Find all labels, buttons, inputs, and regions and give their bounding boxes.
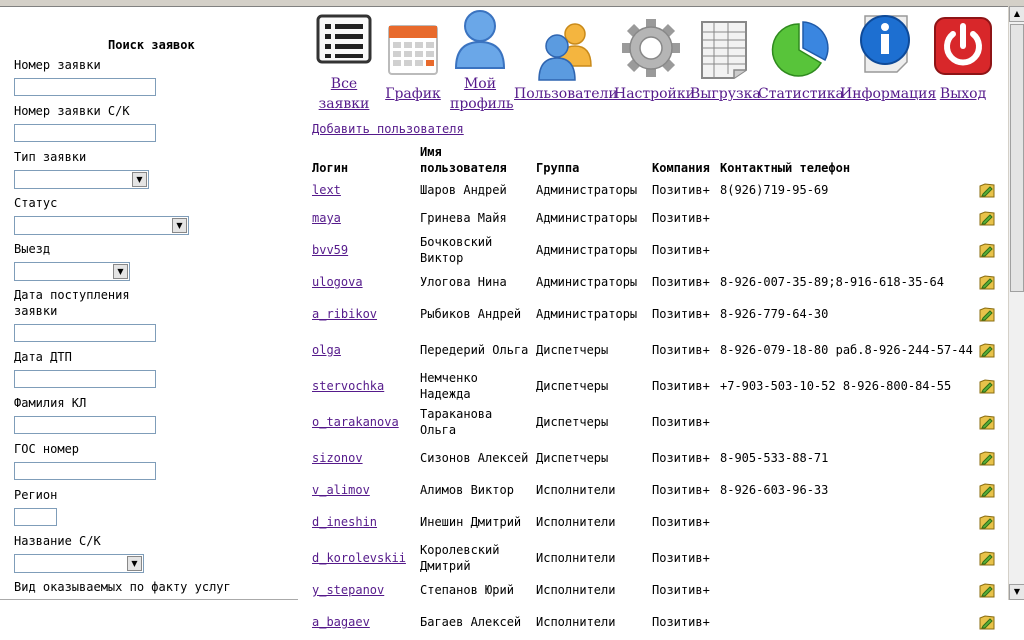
edit-pencil-icon[interactable]: [978, 182, 996, 198]
departure-label: Выезд: [14, 242, 51, 256]
vertical-scrollbar[interactable]: [1008, 6, 1024, 600]
col-login: Логин: [312, 161, 349, 175]
edit-pencil-icon[interactable]: [978, 614, 996, 630]
user-phone-cell: +7-903-503-10-52 8-926-800-84-55: [720, 379, 952, 393]
col-edit: [978, 144, 1002, 176]
edit-cell: [978, 332, 1002, 368]
edit-pencil-icon[interactable]: [978, 550, 996, 566]
user-login-link[interactable]: lext: [312, 183, 341, 197]
user-name-cell: Гринева Майя: [420, 211, 507, 225]
order-number-sk-label: Номер заявки С/К: [14, 104, 130, 118]
order-type-label: Тип заявки: [14, 150, 87, 164]
edit-cell: [978, 268, 1002, 296]
edit-pencil-icon[interactable]: [978, 242, 996, 258]
pie-chart-icon: [769, 18, 829, 82]
client-surname-input[interactable]: [14, 416, 156, 434]
user-login-link[interactable]: d_korolevskii: [312, 551, 406, 565]
services-label: Вид оказываемых по факту услуг: [14, 580, 231, 594]
user-name-cell: Степанов Юрий: [420, 583, 514, 597]
user-login-cell: [310, 604, 418, 640]
table-row: [310, 296, 1002, 332]
user-profile-icon: [450, 6, 510, 70]
schedule-label[interactable]: График: [385, 86, 441, 102]
user-phone-cell: [718, 504, 978, 540]
edit-pencil-icon[interactable]: [978, 210, 996, 226]
all-orders-button[interactable]: [308, 6, 380, 114]
users-table: [310, 144, 1002, 640]
user-name-cell: Немченко Надежда: [420, 371, 478, 401]
user-login-cell: [310, 332, 418, 368]
chevron-down-icon[interactable]: ▼: [113, 264, 128, 279]
table-row: [310, 604, 1002, 640]
scroll-up-icon[interactable]: ▲: [1009, 6, 1024, 22]
table-row: [310, 268, 1002, 296]
user-login-link[interactable]: stervochka: [312, 379, 385, 393]
region-label: Регион: [14, 488, 58, 502]
logout-label[interactable]: Выход: [939, 86, 987, 102]
edit-cell: [978, 476, 1002, 504]
info-icon: [855, 12, 915, 76]
user-name-cell: Тараканова Ольга: [420, 407, 493, 437]
table-row: [310, 404, 1002, 440]
spreadsheet-icon: [694, 18, 754, 82]
user-company-cell: Позитив+: [652, 483, 710, 497]
user-phone-cell: [718, 540, 978, 576]
user-name-cell: Алимов Виктор: [420, 483, 514, 497]
settings-button[interactable]: [614, 6, 695, 114]
table-row: [310, 368, 1002, 404]
user-name-cell: Передерий Ольга: [420, 343, 529, 357]
user-company-cell: Позитив+: [652, 415, 710, 429]
edit-cell: [978, 440, 1002, 476]
scrollbar-thumb[interactable]: [1010, 24, 1024, 292]
user-login-link[interactable]: y_stepanov: [312, 583, 385, 597]
user-group-cell: Администраторы: [536, 183, 638, 197]
status-label: Статус: [14, 196, 58, 210]
gear-icon: [621, 18, 681, 82]
user-group-cell: Администраторы: [536, 307, 638, 321]
user-group-cell: Диспетчеры: [536, 343, 609, 357]
received-date-label: Дата поступления заявки: [14, 288, 130, 318]
user-phone-cell: [718, 404, 978, 440]
plate-number-input[interactable]: [14, 462, 156, 480]
user-login-cell: [310, 232, 418, 268]
user-login-link[interactable]: a_ribikov: [312, 307, 378, 321]
user-login-link[interactable]: d_ineshin: [312, 515, 378, 529]
user-company-cell: Позитив+: [652, 183, 710, 197]
user-name-cell: Королевский Дмитрий: [420, 543, 500, 573]
accident-date-input[interactable]: [14, 370, 156, 388]
user-company-cell: Позитив+: [652, 451, 710, 465]
user-phone-cell: 8-926-007-35-89;8-916-618-35-64: [720, 275, 944, 289]
user-name-cell: Улогова Нина: [420, 275, 507, 289]
table-row: [310, 204, 1002, 232]
table-header-row: [310, 144, 1002, 176]
user-phone-cell: 8-926-779-64-30: [720, 307, 829, 321]
edit-pencil-icon[interactable]: [978, 514, 996, 530]
logout-button[interactable]: [930, 6, 996, 114]
user-phone-cell: 8-926-603-96-33: [720, 483, 829, 497]
edit-cell: [978, 176, 1002, 204]
user-group-cell: Исполнители: [536, 615, 616, 629]
chevron-down-icon[interactable]: ▼: [127, 556, 142, 571]
col-group: Группа: [536, 161, 580, 175]
user-login-cell: [310, 440, 418, 476]
my-profile-label[interactable]: Мой профиль: [450, 76, 514, 112]
info-label[interactable]: Информация: [840, 86, 937, 102]
statistics-label[interactable]: Статистика: [758, 86, 844, 102]
export-button[interactable]: [690, 6, 761, 114]
edit-pencil-icon[interactable]: [978, 378, 996, 394]
edit-pencil-icon[interactable]: [978, 482, 996, 498]
user-group-cell: Исполнители: [536, 583, 616, 597]
order-number-sk-input[interactable]: [14, 124, 156, 142]
edit-pencil-icon[interactable]: [978, 414, 996, 430]
user-company-cell: Позитив+: [652, 379, 710, 393]
user-group-cell: Администраторы: [536, 275, 638, 289]
export-label[interactable]: Выгрузка: [690, 86, 761, 102]
edit-cell: [978, 368, 1002, 404]
user-phone-cell: [718, 604, 978, 640]
accident-date-label: Дата ДТП: [14, 350, 72, 364]
add-user-link[interactable]: Добавить пользователя: [312, 122, 464, 136]
user-company-cell: Позитив+: [652, 211, 710, 225]
edit-cell: [978, 296, 1002, 332]
sk-name-select[interactable]: [14, 554, 144, 573]
schedule-button[interactable]: [384, 6, 442, 114]
user-group-cell: Исполнители: [536, 515, 616, 529]
edit-pencil-icon[interactable]: [978, 450, 996, 466]
user-phone-cell: 8(926)719-95-69: [720, 183, 829, 197]
client-surname-label: Фамилия КЛ: [14, 396, 87, 410]
col-company: Компания: [652, 161, 710, 175]
table-row: [310, 540, 1002, 576]
status-select[interactable]: [14, 216, 189, 235]
user-group-cell: Исполнители: [536, 551, 616, 565]
table-row: [310, 176, 1002, 204]
user-login-cell: [310, 504, 418, 540]
user-company-cell: Позитив+: [652, 583, 710, 597]
scroll-down-icon[interactable]: ▼: [1009, 584, 1024, 600]
user-login-link[interactable]: maya: [312, 211, 341, 225]
col-name: Имя пользователя: [420, 145, 507, 175]
received-date-input[interactable]: [14, 324, 156, 342]
user-group-cell: Исполнители: [536, 483, 616, 497]
edit-pencil-icon[interactable]: [978, 582, 996, 598]
edit-cell: [978, 204, 1002, 232]
table-row: [310, 232, 1002, 268]
user-login-cell: [310, 176, 418, 204]
edit-pencil-icon[interactable]: [978, 306, 996, 322]
list-icon: [314, 10, 374, 74]
user-phone-cell: 8-926-079-18-80 раб.8-926-244-57-44: [720, 343, 973, 357]
power-icon: [933, 16, 993, 80]
user-login-link[interactable]: v_alimov: [312, 483, 370, 497]
edit-cell: [978, 232, 1002, 268]
user-company-cell: Позитив+: [652, 615, 710, 629]
edit-pencil-icon[interactable]: [978, 274, 996, 290]
user-company-cell: Позитив+: [652, 551, 710, 565]
departure-select[interactable]: [14, 262, 130, 281]
user-group-cell: Администраторы: [536, 211, 638, 225]
my-profile-button[interactable]: [446, 6, 514, 114]
user-login-cell: [310, 204, 418, 232]
users-button[interactable]: [514, 6, 616, 114]
user-name-cell: Бочковский Виктор: [420, 235, 493, 265]
users-group-icon: [535, 20, 595, 84]
user-login-link[interactable]: bvv59: [312, 243, 349, 257]
user-group-cell: Диспетчеры: [536, 451, 609, 465]
main-toolbar: [308, 6, 1008, 114]
user-login-link[interactable]: olga: [312, 343, 341, 357]
table-row: [310, 440, 1002, 476]
user-name-cell: Рыбиков Андрей: [420, 307, 522, 321]
user-login-cell: [310, 540, 418, 576]
user-login-link[interactable]: ulogova: [312, 275, 363, 289]
user-phone-cell: [718, 204, 978, 232]
user-login-link[interactable]: o_tarakanova: [312, 415, 399, 429]
table-row: [310, 332, 1002, 368]
user-company-cell: Позитив+: [652, 275, 710, 289]
user-name-cell: Сизонов Алексей: [420, 451, 529, 465]
user-phone-cell: [718, 232, 978, 268]
region-input[interactable]: [14, 508, 57, 526]
user-company-cell: Позитив+: [652, 243, 710, 257]
order-number-input[interactable]: [14, 78, 156, 96]
user-company-cell: Позитив+: [652, 515, 710, 529]
statistics-button[interactable]: [758, 6, 844, 114]
user-login-cell: [310, 404, 418, 440]
settings-label[interactable]: Настройки: [614, 86, 695, 102]
chevron-down-icon[interactable]: ▼: [172, 218, 187, 233]
user-login-cell: [310, 476, 418, 504]
user-login-link[interactable]: a_bagaev: [312, 615, 370, 629]
col-phone: Контактный телефон: [720, 161, 851, 175]
user-name-cell: Инешин Дмитрий: [420, 515, 522, 529]
sk-name-label: Название С/К: [14, 534, 101, 548]
user-name-cell: Багаев Алексей: [420, 615, 522, 629]
user-company-cell: Позитив+: [652, 307, 710, 321]
user-login-cell: [310, 368, 418, 404]
user-company-cell: Позитив+: [652, 343, 710, 357]
info-button[interactable]: [840, 6, 937, 114]
edit-cell: [978, 540, 1002, 576]
user-phone-cell: 8-905-533-88-71: [720, 451, 829, 465]
edit-cell: [978, 604, 1002, 640]
users-label[interactable]: Пользователи: [514, 86, 618, 102]
table-row: [310, 476, 1002, 504]
user-group-cell: Диспетчеры: [536, 415, 609, 429]
search-sidebar: [0, 8, 300, 600]
edit-cell: [978, 504, 1002, 540]
search-title: Поиск заявок: [108, 38, 195, 52]
user-login-link[interactable]: sizonov: [312, 451, 363, 465]
user-group-cell: Администраторы: [536, 243, 638, 257]
user-group-cell: Диспетчеры: [536, 379, 609, 393]
table-row: [310, 504, 1002, 540]
plate-number-label: ГОС номер: [14, 442, 80, 456]
order-number-label: Номер заявки: [14, 58, 101, 72]
edit-cell: [978, 404, 1002, 440]
user-name-cell: Шаров Андрей: [420, 183, 507, 197]
calendar-icon: [383, 20, 443, 84]
order-type-select[interactable]: [14, 170, 149, 189]
user-login-cell: [310, 296, 418, 332]
edit-pencil-icon[interactable]: [978, 342, 996, 358]
chevron-down-icon[interactable]: ▼: [132, 172, 147, 187]
all-orders-label[interactable]: Все заявки: [318, 76, 370, 112]
user-login-cell: [310, 268, 418, 296]
